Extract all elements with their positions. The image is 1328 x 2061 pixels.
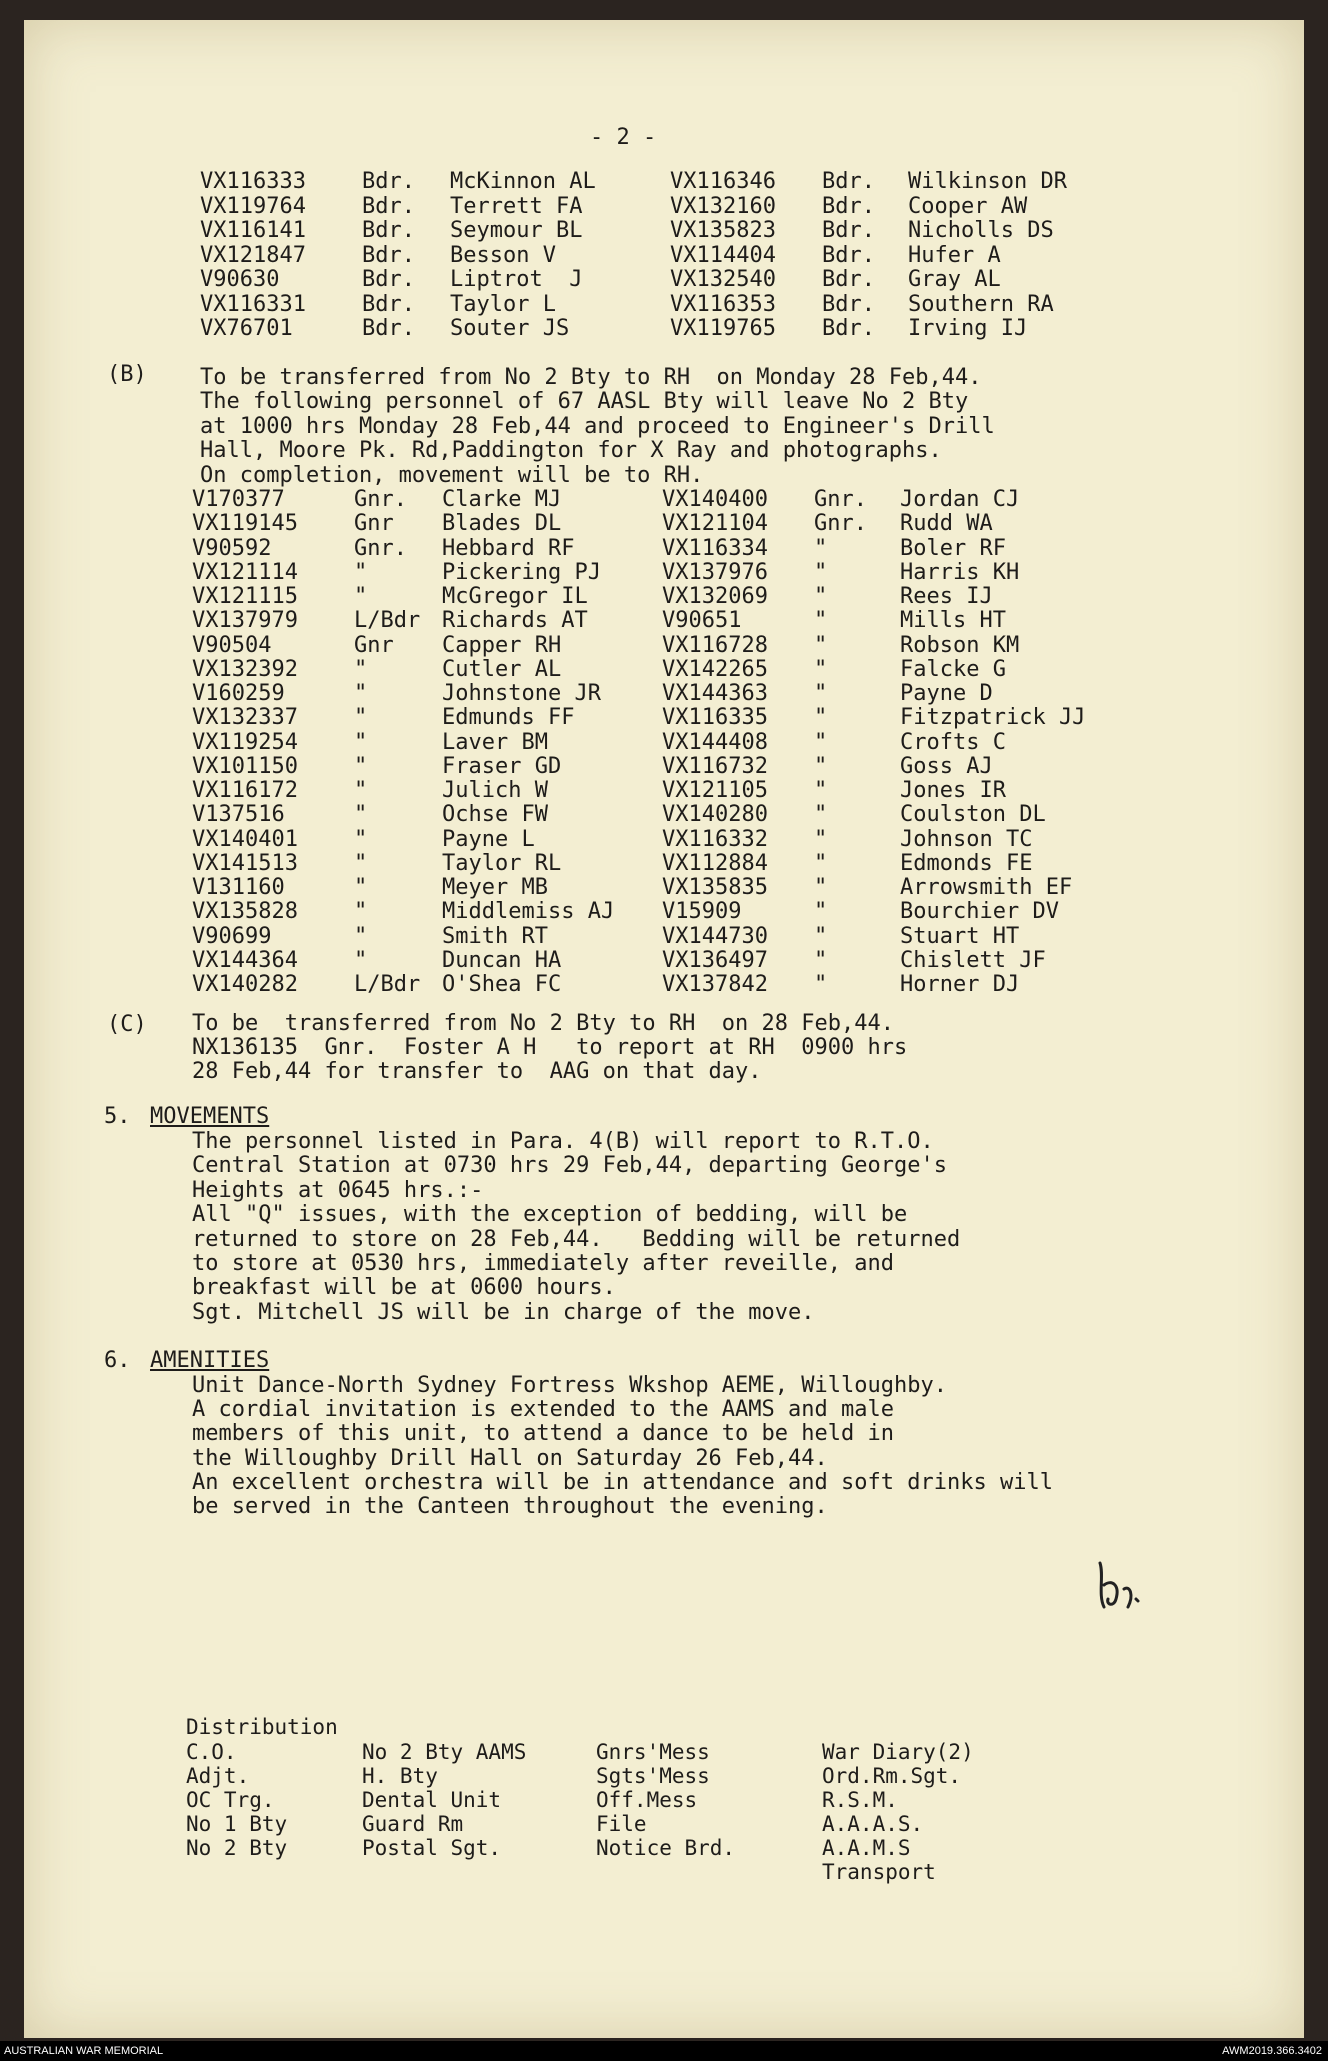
service-number: VX112884 xyxy=(662,850,768,876)
service-number: VX137842 xyxy=(662,972,768,997)
distribution-entry: No 2 Bty AAMS xyxy=(362,1740,527,1764)
rank: " xyxy=(814,681,828,706)
service-number: VX121104 xyxy=(662,511,768,537)
rank: " xyxy=(814,778,828,803)
service-number: VX132069 xyxy=(662,584,768,609)
service-number: VX119765 xyxy=(670,316,776,341)
distribution-entry: Adjt. xyxy=(186,1764,250,1788)
service-number: VX116331 xyxy=(200,291,306,317)
service-number: V137516 xyxy=(192,802,285,828)
rank: " xyxy=(814,705,828,731)
name: Irving IJ xyxy=(908,316,1028,341)
distribution-entry: Off.Mess xyxy=(596,1788,698,1812)
name: Fraser GD xyxy=(442,753,562,779)
distribution-entry: Notice Brd. xyxy=(596,1836,736,1860)
service-number: VX121114 xyxy=(192,559,298,585)
name: Rudd WA xyxy=(900,511,993,537)
name: Taylor L xyxy=(450,291,556,317)
rank: " xyxy=(354,826,368,852)
name: O'Shea FC xyxy=(442,972,562,997)
rank: " xyxy=(814,875,828,900)
distribution-entry: Transport xyxy=(822,1860,936,1884)
name: Chislett JF xyxy=(900,947,1046,973)
rank: " xyxy=(814,753,828,779)
text-line: to store at 0530 hrs, immediately after reveille, and xyxy=(192,1251,894,1276)
rank: Bdr. xyxy=(362,291,415,317)
distribution-entry: Sgts'Mess xyxy=(596,1764,710,1788)
distribution-col-2 xyxy=(362,1740,526,1860)
name: Liptrot J xyxy=(450,267,583,292)
text-line: The following personnel of 67 AASL Bty will leave No 2 Bty xyxy=(200,389,969,415)
name: McKinnon AL xyxy=(450,169,596,194)
name: Julich W xyxy=(442,778,548,803)
name: Fitzpatrick JJ xyxy=(900,705,1086,731)
section-5-number: 5. xyxy=(104,1104,131,1129)
distribution-entry: C.O. xyxy=(186,1740,237,1764)
distribution-entry: A.A.M.S xyxy=(822,1836,911,1860)
text-line: returned to store on 28 Feb,44. Bedding will be returned xyxy=(192,1226,961,1252)
service-number: VX144364 xyxy=(192,947,298,973)
rank: Bdr. xyxy=(362,267,415,292)
name: Falcke G xyxy=(900,656,1006,682)
text-line: NX136135 Gnr. Foster A H to report at RH 0900 hrs xyxy=(192,1035,908,1060)
rank: " xyxy=(354,729,368,755)
service-number: VX136497 xyxy=(662,947,768,973)
name: Boler RF xyxy=(900,535,1006,561)
service-number: VX116353 xyxy=(670,291,776,317)
name: Pickering PJ xyxy=(442,559,601,585)
rank: " xyxy=(814,802,828,828)
rank: " xyxy=(814,826,828,852)
distribution-entry: No 2 Bty xyxy=(186,1836,288,1860)
rank: Bdr. xyxy=(822,193,875,219)
name: Besson V xyxy=(450,242,556,268)
service-number: VX119254 xyxy=(192,729,298,755)
rank: " xyxy=(354,681,368,706)
service-number: V90504 xyxy=(192,632,272,658)
rank: " xyxy=(354,850,368,876)
distribution-entry: Guard Rm xyxy=(362,1812,464,1836)
name: Coulston DL xyxy=(900,802,1046,828)
rank: " xyxy=(354,899,368,925)
page-number: - 2 - xyxy=(590,125,657,150)
service-number: VX132160 xyxy=(670,193,776,219)
distribution-entry: War Diary(2) xyxy=(822,1740,974,1764)
distribution-col-1 xyxy=(186,1740,287,1860)
rank: " xyxy=(814,899,828,925)
rank: " xyxy=(814,608,828,634)
service-number: VX121847 xyxy=(200,242,306,268)
service-number: V90592 xyxy=(192,535,272,561)
rank: " xyxy=(814,656,828,682)
text-line: A cordial invitation is extended to the AAMS and male xyxy=(192,1397,894,1423)
service-number: VX116333 xyxy=(200,169,306,194)
rank: " xyxy=(354,559,368,585)
service-number: V90630 xyxy=(200,267,280,292)
rank: " xyxy=(814,850,828,876)
service-number: VX116728 xyxy=(662,632,768,658)
name: Taylor RL xyxy=(442,850,562,876)
service-number: VX119764 xyxy=(200,193,306,219)
name: Robson KM xyxy=(900,632,1020,658)
rank: Bdr. xyxy=(822,169,875,194)
text-line: The personnel listed in Para. 4(B) will report to R.T.O. xyxy=(192,1129,934,1154)
rank: " xyxy=(354,778,368,803)
service-number: VX119145 xyxy=(192,511,298,537)
name: Rees IJ xyxy=(900,584,993,609)
name: Blades DL xyxy=(442,511,562,537)
service-number: VX140400 xyxy=(662,487,768,512)
text-line: Heights at 0645 hrs.:- xyxy=(192,1177,484,1203)
service-number: VX132540 xyxy=(670,267,776,292)
service-number: VX116335 xyxy=(662,705,768,731)
rank: Bdr. xyxy=(362,193,415,219)
name: Hebbard RF xyxy=(442,535,575,561)
service-number: VX140282 xyxy=(192,972,298,997)
service-number: VX137976 xyxy=(662,559,768,585)
name: Gray AL xyxy=(908,267,1001,292)
service-number: VX144730 xyxy=(662,923,768,949)
service-number: VX116334 xyxy=(662,535,768,561)
text-line: the Willoughby Drill Hall on Saturday 26 Feb,44. xyxy=(192,1445,828,1471)
rank: Bdr. xyxy=(362,218,415,243)
footer-reference: AWM2019.366.3402 xyxy=(1222,2045,1322,2057)
rank: Gnr. xyxy=(354,487,407,512)
service-number: V90651 xyxy=(662,608,742,634)
text-line: On completion, movement will be to RH. xyxy=(200,462,704,488)
text-line: members of this unit, to attend a dance to be held in xyxy=(192,1421,894,1447)
name: Edmonds FE xyxy=(900,850,1033,876)
service-number: VX144363 xyxy=(662,681,768,706)
distribution-entry: OC Trg. xyxy=(186,1788,275,1812)
distribution-col-4 xyxy=(822,1740,974,1884)
name: Souter JS xyxy=(450,316,570,341)
rank: " xyxy=(354,656,368,682)
text-line: Unit Dance-North Sydney Fortress Wkshop AEME, Willoughby. xyxy=(192,1373,947,1398)
name: Cooper AW xyxy=(908,193,1028,219)
service-number: VX140280 xyxy=(662,802,768,828)
rank: " xyxy=(814,535,828,561)
service-number: VX142265 xyxy=(662,656,768,682)
name: Duncan HA xyxy=(442,947,562,973)
text-line: Sgt. Mitchell JS will be in charge of the move. xyxy=(192,1299,815,1325)
name: Harris KH xyxy=(900,559,1020,585)
text-line: be served in the Canteen throughout the evening. xyxy=(192,1494,828,1519)
name: Smith RT xyxy=(442,923,548,949)
name: Richards AT xyxy=(442,608,588,634)
distribution-entry: H. Bty xyxy=(362,1764,438,1788)
service-number: VX116732 xyxy=(662,753,768,779)
rank: " xyxy=(354,802,368,828)
distribution-entry: A.A.A.S. xyxy=(822,1812,924,1836)
distribution-entry: Dental Unit xyxy=(362,1788,502,1812)
text-line: Hall, Moore Pk. Rd,Paddington for X Ray and photographs. xyxy=(200,438,942,464)
service-number: VX135835 xyxy=(662,875,768,900)
service-number: VX116141 xyxy=(200,218,306,243)
name: Johnson TC xyxy=(900,826,1033,852)
service-number: VX132337 xyxy=(192,705,298,731)
name: Ochse FW xyxy=(442,802,548,828)
footer-institution: AUSTRALIAN WAR MEMORIAL xyxy=(4,2045,164,2057)
service-number: VX121115 xyxy=(192,584,298,609)
distribution-title: Distribution xyxy=(186,1715,338,1739)
rank: Gnr. xyxy=(814,511,867,537)
text-line: All "Q" issues, with the exception of bedding, will be xyxy=(192,1202,908,1228)
service-number: VX140401 xyxy=(192,826,298,852)
rank: " xyxy=(814,559,828,585)
name: Goss AJ xyxy=(900,753,993,779)
rank: " xyxy=(354,705,368,731)
text-line: An excellent orchestra will be in attendance and soft drinks will xyxy=(192,1469,1053,1495)
service-number: VX121105 xyxy=(662,778,768,803)
text-line: Central Station at 0730 hrs 29 Feb,44, departing George's xyxy=(192,1153,947,1179)
archive-footer xyxy=(0,2041,1328,2061)
service-number: VX101150 xyxy=(192,753,298,779)
rank: Gnr. xyxy=(814,487,867,512)
rank: Gnr. xyxy=(354,535,407,561)
name: Terrett FA xyxy=(450,193,583,219)
name: Wilkinson DR xyxy=(908,169,1067,194)
rank: " xyxy=(814,729,828,755)
distribution-entry: Ord.Rm.Sgt. xyxy=(822,1764,962,1788)
rank: Bdr. xyxy=(362,316,415,341)
service-number: VX135828 xyxy=(192,899,298,925)
rank: Bdr. xyxy=(822,267,875,292)
distribution-entry: Gnrs'Mess xyxy=(596,1740,710,1764)
section-5-heading: MOVEMENTS xyxy=(150,1104,270,1129)
rank: Bdr. xyxy=(822,218,875,243)
name: Jones IR xyxy=(900,778,1006,803)
name: Arrowsmith EF xyxy=(900,875,1073,900)
rank: " xyxy=(354,753,368,779)
service-number: V131160 xyxy=(192,875,285,900)
name: Southern RA xyxy=(908,291,1054,317)
service-number: VX135823 xyxy=(670,218,776,243)
distribution-entry: R.S.M. xyxy=(822,1788,898,1812)
rank: " xyxy=(354,584,368,609)
name: Hufer A xyxy=(908,242,1001,268)
rank: Bdr. xyxy=(362,169,415,194)
distribution-entry: File xyxy=(596,1812,647,1836)
name: Nicholls DS xyxy=(908,218,1054,243)
rank: Gnr xyxy=(354,511,394,537)
name: Horner DJ xyxy=(900,972,1020,997)
distribution-entry: No 1 Bty xyxy=(186,1812,288,1836)
service-number: V160259 xyxy=(192,681,285,706)
rank: Bdr. xyxy=(822,242,875,268)
text-line: breakfast will be at 0600 hours. xyxy=(192,1275,616,1301)
rank: " xyxy=(354,875,368,900)
rank: " xyxy=(814,972,828,997)
name: Jordan CJ xyxy=(900,487,1020,512)
service-number: VX137979 xyxy=(192,608,298,634)
rank: " xyxy=(814,947,828,973)
text-line: 28 Feb,44 for transfer to AAG on that day. xyxy=(192,1059,762,1084)
rank: " xyxy=(814,632,828,658)
rank: " xyxy=(354,947,368,973)
service-number: V170377 xyxy=(192,487,285,512)
rank: Bdr. xyxy=(822,316,875,341)
name: Payne D xyxy=(900,681,993,706)
name: Capper RH xyxy=(442,632,562,658)
service-number: VX141513 xyxy=(192,850,298,876)
rank: L/Bdr xyxy=(354,972,421,997)
name: Mills HT xyxy=(900,608,1006,634)
rank: " xyxy=(814,923,828,949)
name: Cutler AL xyxy=(442,656,562,682)
rank: " xyxy=(814,584,828,609)
name: Meyer MB xyxy=(442,875,548,900)
text-line: To be transferred from No 2 Bty to RH on 28 Feb,44. xyxy=(192,1011,894,1036)
name: Stuart HT xyxy=(900,923,1020,949)
name: Laver BM xyxy=(442,729,548,755)
service-number: VX76701 xyxy=(200,316,293,341)
section-b-label: (B) xyxy=(107,362,147,387)
name: Edmunds FF xyxy=(442,705,575,731)
name: Crofts C xyxy=(900,729,1006,755)
service-number: VX116332 xyxy=(662,826,768,852)
service-number: V15909 xyxy=(662,899,742,925)
name: Seymour BL xyxy=(450,218,583,243)
section-c-label: (C) xyxy=(107,1012,147,1037)
name: Payne L xyxy=(442,826,535,852)
rank: Gnr xyxy=(354,632,394,658)
service-number: VX116346 xyxy=(670,169,776,194)
name: McGregor IL xyxy=(442,584,588,609)
distribution-entry: Postal Sgt. xyxy=(362,1836,502,1860)
section-6-number: 6. xyxy=(104,1348,131,1373)
handwritten-initials xyxy=(1090,1555,1160,1615)
rank: Bdr. xyxy=(362,242,415,268)
name: Middlemiss AJ xyxy=(442,899,615,925)
name: Bourchier DV xyxy=(900,899,1059,925)
name: Johnstone JR xyxy=(442,681,601,706)
text-line: To be transferred from No 2 Bty to RH on Monday 28 Feb,44. xyxy=(200,365,982,390)
distribution-col-3 xyxy=(596,1740,735,1860)
service-number: VX132392 xyxy=(192,656,298,682)
rank: Bdr. xyxy=(822,291,875,317)
rank: " xyxy=(354,923,368,949)
service-number: VX116172 xyxy=(192,778,298,803)
name: Clarke MJ xyxy=(442,487,562,512)
text-line: at 1000 hrs Monday 28 Feb,44 and proceed to Engineer's Drill xyxy=(200,413,995,439)
service-number: V90699 xyxy=(192,923,272,949)
section-6-heading: AMENITIES xyxy=(150,1348,270,1373)
rank: L/Bdr xyxy=(354,608,421,634)
service-number: VX144408 xyxy=(662,729,768,755)
service-number: VX114404 xyxy=(670,242,776,268)
